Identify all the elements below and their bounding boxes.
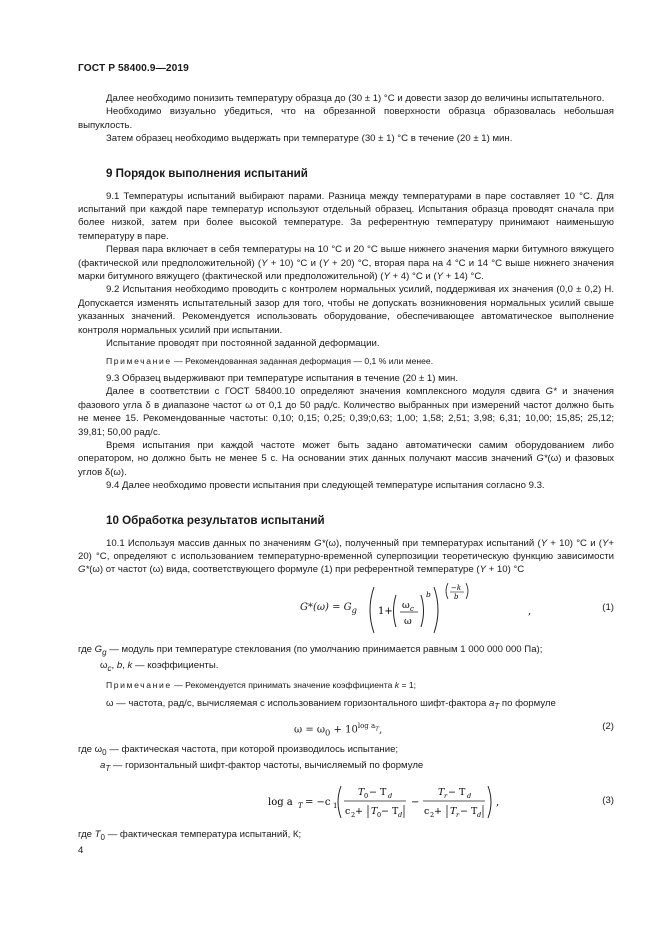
equation-3-formula (268, 780, 528, 824)
s9-note: Примечание — Рекомендованная заданная деформация — 0,1 % или менее. (106, 355, 434, 366)
where-gg: где $G_g$ — модуль при температуре стеклования (по умолчанию принимается равным 1 000 000 000 Па); (78, 643, 543, 657)
s9-paragraph-1: 9.1 Температуры испытаний выбирают парами. Разница между температурами в паре составляет 10 °С. Для испытаний при каждой паре температур используют отдельный образец. Испытания образца проводят сначала при более низкой, затем при более высокой температуре. За референтную температуру принимают наименьшую температуру в паре. (78, 190, 614, 242)
svg-text:2: 2 (430, 810, 435, 819)
svg-text:− T: − T (369, 786, 387, 798)
svg-text:0: 0 (377, 810, 382, 819)
where-coefficients: $\omega_c$, b, k — коэффициенты. (100, 660, 219, 673)
intro-paragraph-3: Затем образец необходимо выдержать при температуре (30 ± 1) °С в течение (20 ± 1) мин. (106, 133, 513, 145)
svg-text:d: d (467, 791, 472, 800)
svg-text:ω: ω (402, 599, 410, 611)
equation-1-brackets (366, 581, 546, 639)
s9-paragraph-3: 9.2 Испытания необходимо проводить с контролем нормальных усилий, поддерживая их значения (0,0 ± 0,2) Н. Допускается изменять испытательный зазор для того, чтобы не допускать возникновения нормальных усилий свыше указанных значений. Рекомендуется использовать оборудование, обеспечивающее автоматическое выполнение контроля нормальных усилий при испытании. (78, 284, 614, 336)
svg-text:= −c: = −c (305, 796, 331, 808)
equation-1-number: (1) (602, 601, 614, 613)
svg-text:,: , (496, 796, 500, 808)
s10-paragraph-1: 10.1 Используя массив данных по значениям G*(ω), полученный при температурах испытаний (Y + 10) °С и (Y+ 20) °С, определяют с использованием температурно-временной суперпозиции теоретическую функцию зависимости G*(ω) от частот (ω) вида, соответствующего формуле (1) при референтной температуре (Y + 10) °С (78, 537, 614, 576)
svg-text:T: T (450, 805, 457, 817)
where-omega0: где $\omega_0$ — фактическая частота, при которой производилось испытание; (78, 744, 399, 758)
svg-text:c: c (345, 805, 351, 817)
s9-paragraph-2: Первая пара включает в себя температуры на 10 °С и 20 °С выше нижнего значения марки битумного вяжущего (фактической или предположительной) (Y + 10) °С и (Y + 20) °С, вторая пара на 4 °С и 14 °С выше нижнего значения марки битумного вяжущего (фактической или предположительной) (Y + 4) °С и (Y + 14) °С. (78, 244, 614, 283)
s10-note: Примечание — Рекомендуется принимать значение коэффициента k = 1; (106, 680, 417, 691)
svg-text:b: b (426, 589, 431, 599)
section-10-title: 10 Обработка результатов испытаний (106, 513, 325, 527)
svg-text:,: , (528, 605, 532, 617)
svg-text:T: T (358, 786, 365, 798)
s9-paragraph-5: 9.3 Образец выдерживают при температуре испытания в течение (20 ± 1) мин. (106, 372, 459, 384)
svg-text:+: + (434, 805, 442, 817)
s9-paragraph-8: 9.4 Далее необходимо провести испытания при следующей температуре испытания согласно 9.3. (106, 480, 545, 492)
document-header: ГОСТ Р 58400.9—2019 (78, 63, 189, 74)
svg-text:− T: − T (460, 805, 478, 817)
svg-text:1: 1 (333, 801, 338, 810)
svg-text:+: + (355, 805, 363, 817)
s9-paragraph-6: Далее в соответствии с ГОСТ 58400.10 определяют значения комплексного модуля сдвига G* и значения фазового угла δ в диапазоне частот ω от 0,1 до 50 рад/с. Количество выбранных при измерений частот должно быть не менее 15. Рекомендованные частоты: 0,10; 0,15; 0,25; 0,39;0,63; 1,00; 1,58; 2,51; 3,98; 6,31; 10,00; 15,85; 25,12; 39,81; 50,00 рад/с. (78, 386, 615, 438)
svg-text:c: c (410, 604, 414, 613)
svg-text:− T: − T (448, 786, 466, 798)
equation-3 (78, 780, 614, 824)
page-number: 4 (78, 845, 84, 856)
svg-text:r: r (456, 810, 460, 819)
document-body (78, 92, 614, 844)
equation-3-number: (3) (602, 794, 614, 806)
svg-text:− T: − T (381, 805, 399, 817)
svg-text:b: b (454, 592, 459, 601)
svg-text:d: d (398, 810, 403, 819)
svg-text:d: d (388, 791, 393, 800)
s9-paragraph-4: Испытание проводят при постоянной заданной деформации. (106, 338, 380, 350)
svg-text:2: 2 (351, 810, 356, 819)
svg-text:T: T (298, 801, 303, 810)
equation-2-number: (2) (602, 721, 614, 733)
omega-definition: ω — частота, рад/с, вычисляемая с использованием горизонтального шифт-фактора $a_T$ по формуле (106, 697, 556, 711)
svg-text:r: r (444, 791, 448, 800)
where-t0: где $T_0$ — фактическая температура испытаний, К; (78, 828, 302, 842)
intro-paragraph-2: Необходимо визуально убедиться, что на обрезанной поверхности образца образовалась небольшая выпуклость. (78, 106, 614, 131)
s9-paragraph-7: Время испытания при каждой частоте может быть задано автоматически самим оборудованием либо оператором, но должно быть не менее 5 с. На основании этих данных получают массив значений G*(ω) и фазовых углов δ(ω). (78, 439, 615, 478)
section-9-title: 9 Порядок выполнения испытаний (106, 166, 308, 180)
svg-text:−: − (411, 796, 420, 808)
svg-text:1+: 1+ (378, 605, 393, 617)
svg-text:d: d (477, 810, 482, 819)
equation-1: $G*(\omega) = G_g$ 1+ ω c ω b −k b , (1) (78, 581, 614, 639)
svg-text:c: c (424, 805, 430, 817)
svg-text:T: T (371, 805, 378, 817)
equation-2: $\omega = \omega_0 + 10^{log a_T}$, (2) (294, 721, 614, 738)
where-at: $a_T$ — горизонтальный шифт-фактор частоты, вычисляемый по формуле (100, 760, 424, 774)
svg-text:T: T (438, 786, 445, 798)
svg-text:log a: log a (268, 796, 293, 808)
intro-paragraph-1: Далее необходимо понизить температуру образца до (30 ± 1) °С и довести зазор до величины испытательного. (106, 93, 605, 104)
svg-text:ω: ω (404, 615, 412, 627)
svg-text:0: 0 (364, 791, 369, 800)
svg-text:−k: −k (451, 583, 462, 592)
